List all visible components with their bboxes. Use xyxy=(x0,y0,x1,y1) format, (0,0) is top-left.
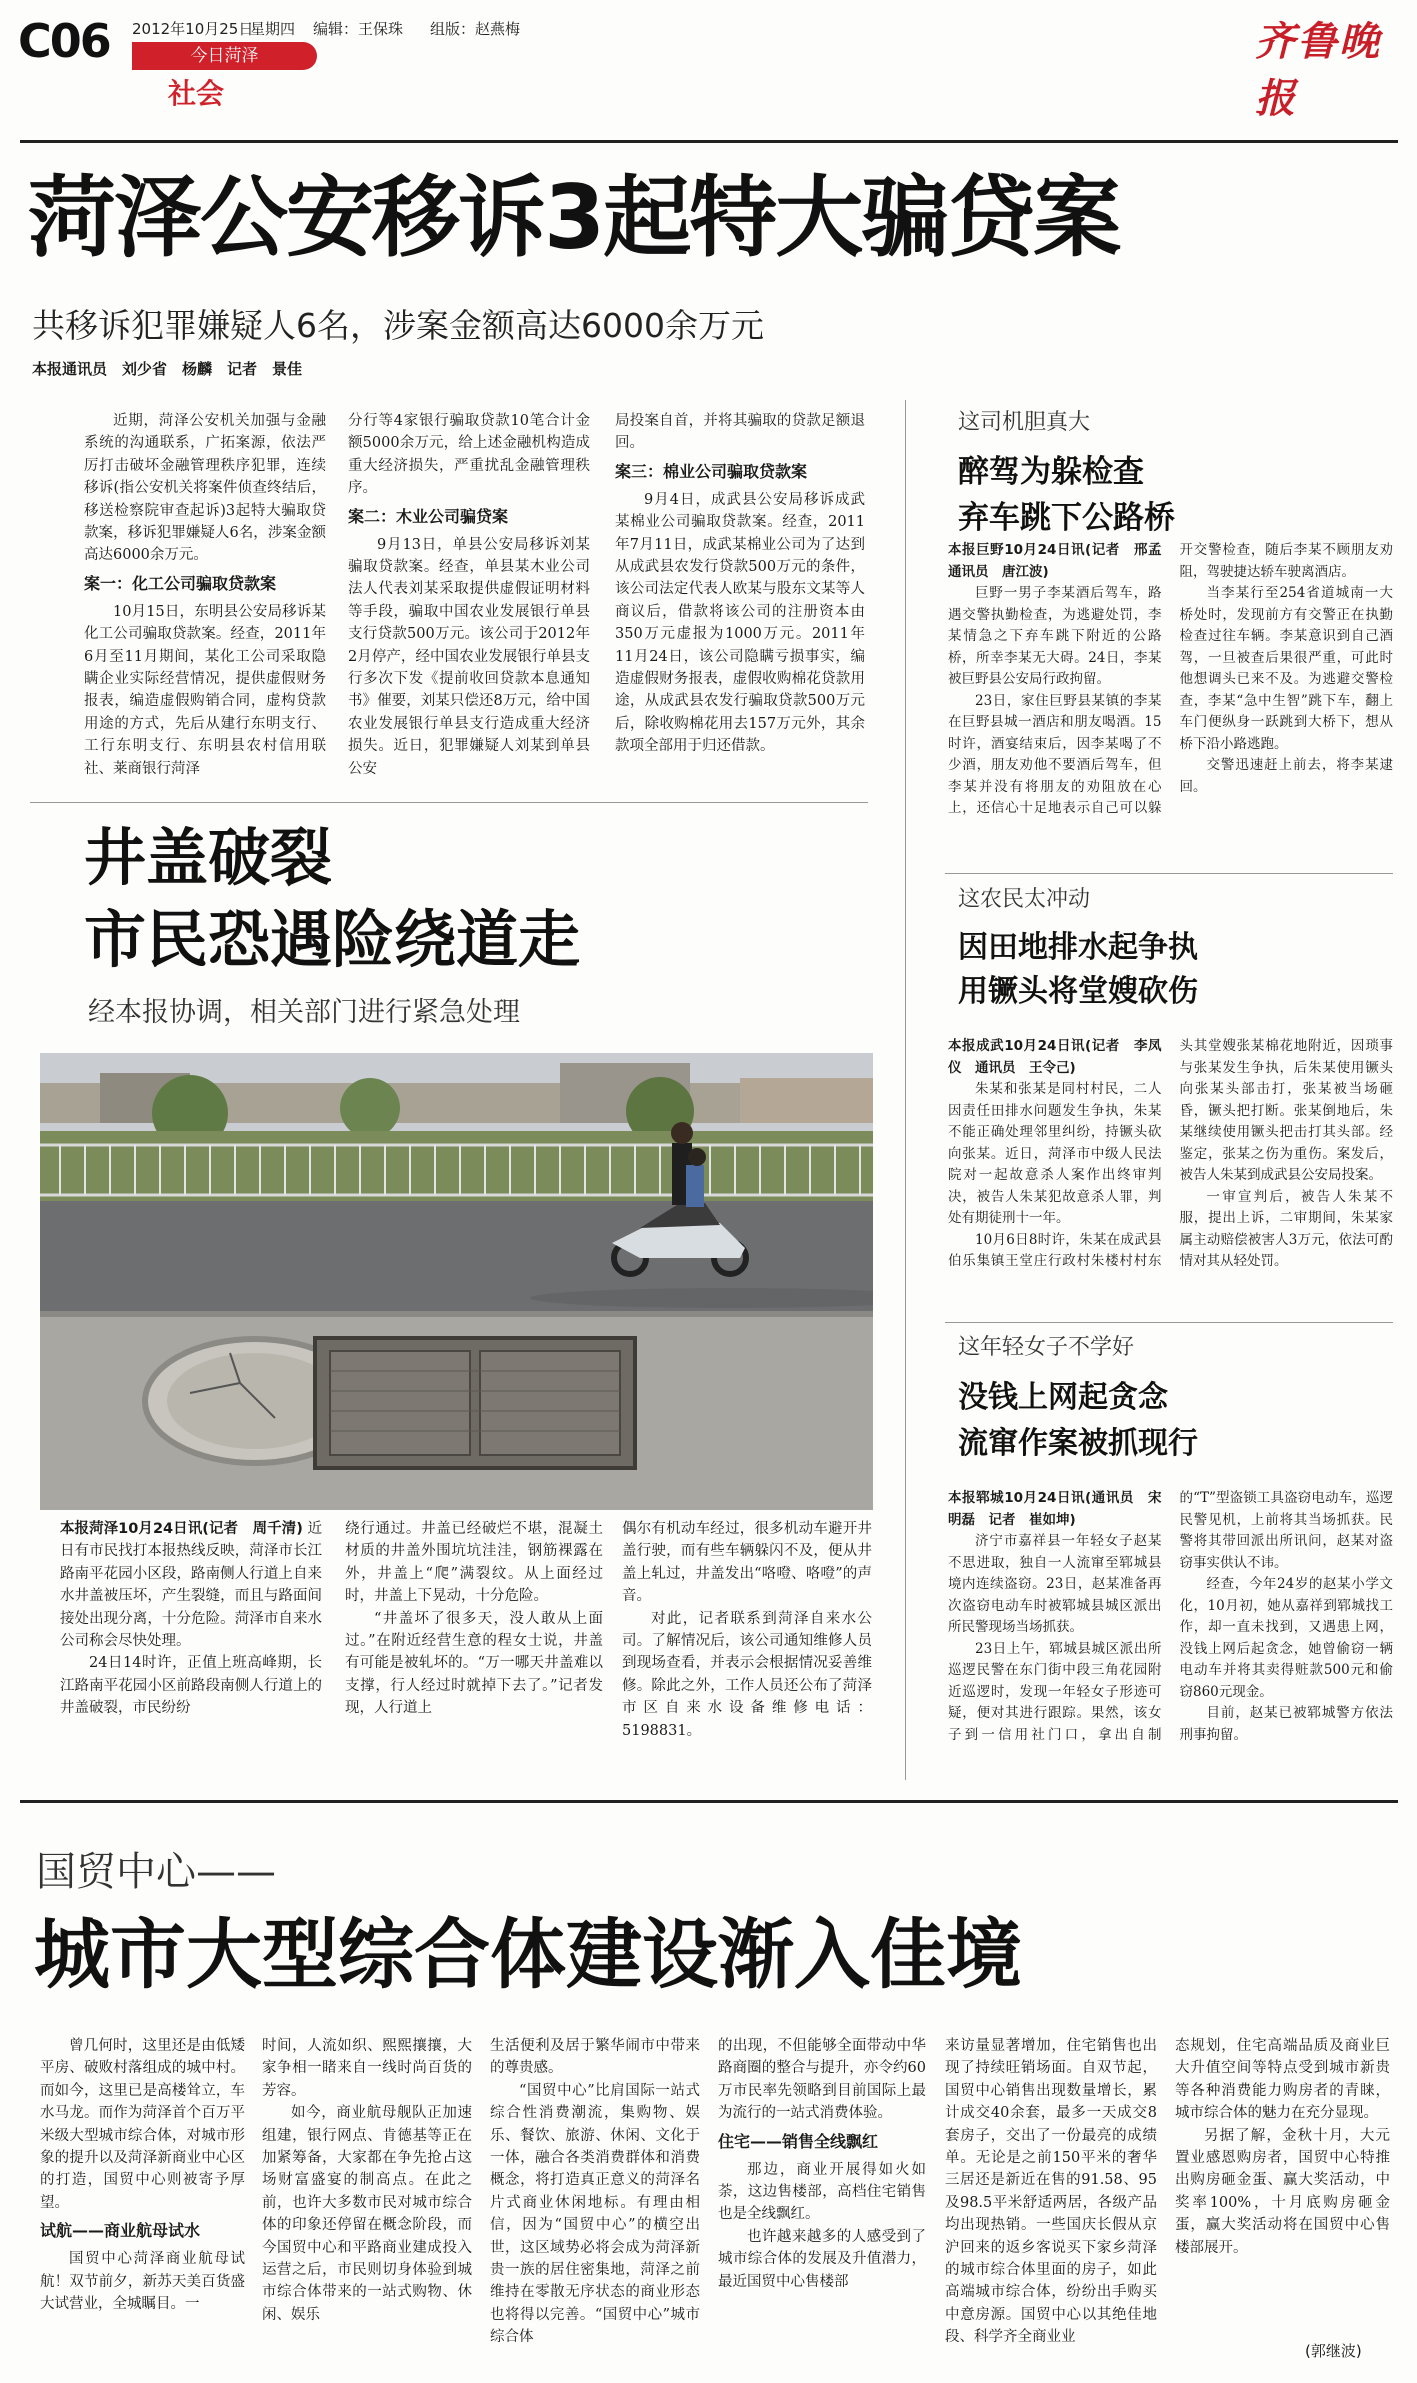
editor-credit: 编辑：王保珠 xyxy=(313,20,404,38)
story2-bottom-rule xyxy=(945,873,1393,874)
story3-body: 本报成武10月24日讯(记者 李凤仪 通讯员 王令己) 朱某和张某是同村村民，二人因责任田排水问题发生争执，朱某不能正确处理邻里纠纷，持镢头砍向张某。近日，菏泽市中级人民法院对一起故意杀人案作出终审判决，被告人朱某犯故意杀人罪，判处有期徒刑十一年。 10月6日8时许，朱某在成武县伯乐集镇王堂庄行政村朱楼村村东头其堂嫂张某棉花地附近，因琐事与张某发生争执，后朱某使用镢头向张某头部击打，张某被当场砸昏，镢头把打断。张某倒地后，朱某继续使用镢头把击打其头部。经鉴定，张某之伤为重伤。案发后，被告人朱某到成武县公安局投案。 一审宣判后，被告人朱某不服，提出上诉，二审期间，朱某家属主动赔偿被害人3万元，依法可酌情对其从轻处罚。 xyxy=(948,1038,1393,1269)
story1-col1: 近期，菏泽公安机关加强与金融系统的沟通联系，广拓案源，依法严厉打击破坏金融管理秩序犯罪，连续移诉(指公安机关将案件侦查终结后，移送检察院审查起诉)3起特大骗取贷款案，移诉犯罪嫌疑人6名，涉案金额高达6000余万元。 案一：化工公司骗取贷款案 10月15日，东明县公安局移诉某化工公司骗取贷款案。经查，2011年6月至11月期间，某化工公司采取隐瞒企业实际经营情况，提供虚假财务报表，编造虚假购销合同，虚构贷款用途的方式，先后从建行东明支行、工行东明支行、东明县农村信用联社、莱商银行菏泽 xyxy=(84,413,326,777)
story2-kicker: 这司机胆真大 xyxy=(958,410,1091,435)
story1-col3: 局投案自首，并将其骗取的贷款足额退回。 案三：棉业公司骗取贷款案 9月4日，成武县公安局移诉成武某棉业公司骗取贷款案。经查，2011年7月11日，成武某棉业公司为了达到从成武县农发行贷款500万元的条件，该公司法定代表人欧某与股东文某等人商议后，借款将该公司的注册资本由350万元虚报为1000万元。2011年11月24日，该公司隐瞒亏损事实，编造虚假财务报表，虚假收购棉花贷款用途，从成武县农发行骗取贷款500万元后，除收购棉花用去157万元外，其余款项全部用于归还借款。 xyxy=(615,413,865,755)
story5-col2: 绕行通过。井盖已经破烂不堪，混凝土材质的井盖外围坑坑洼洼，钢筋裸露在外，井盖上“爬”满裂纹。从上面经过时，井盖上下晃动，十分危险。 “井盖坏了很多天，没人敢从上面过。”在附近经营生意的程女士说，井盖有可能是被轧坏的。“万一哪天井盖难以支撑，行人经过时就掉下去了。”记者发现，人行道上 xyxy=(345,1521,603,1717)
manhole-photo xyxy=(40,1053,873,1510)
story1-byline: 本报通讯员 刘少省 杨麟 记者 景佳 xyxy=(32,360,303,378)
story5-col1: 本报菏泽10月24日讯(记者 周千清) 近日有市民找打本报热线反映，菏泽市长江路南平花园小区段，路南侧人行道上自来水井盖被压坏，产生裂缝，而且与路面间接处出现分离，十分危险。菏泽市自来水公司称会尽快处理。 24日14时许，正值上班高峰期，长江路南平花园小区前路段南侧人行道上的井盖破裂，市民纷纷 xyxy=(60,1521,322,1717)
story4-headline-line2: 流窜作案被抓现行 xyxy=(958,1426,1198,1461)
story2-headline-line1: 醉驾为躲检查 xyxy=(958,454,1144,490)
story4-headline-line1: 没钱上网起贪念 xyxy=(958,1380,1168,1415)
story5-subtitle: 经本报协调，相关部门进行紧急处理 xyxy=(88,997,520,1028)
story6-col4: 的出现，不但能够全面带动中华路商圈的整合与提升，亦令约60万市民率先领略到目前国际上最为流行的一站式消费体验。 住宅——销售全线飘红 那边，商业开展得如火如荼，这边售楼部，高档住宅销售也是全线飘红。 也许越来越多的人感受到了城市综合体的发展及升值潜力，最近国贸中心售楼部 xyxy=(718,2038,926,2290)
story6-col5: 来访量显著增加，住宅销售也出现了持续旺销场面。自双节起，国贸中心销售出现数量增长，累计成交40余套，最多一天成交8套房子，交出了一份最亮的成绩单。无论是之前150平米的奢华三居还是新近在售的91.58、95及98.5平米舒适两居，各级产品均出现热销。一些国庆长假从京沪回来的返乡客说买下家乡菏泽的城市综合体里面的房子，如此高端城市综合体，纷纷出手购买中意房源。国贸中心以其绝佳地段、科学齐全商业业 xyxy=(945,2038,1157,2346)
page-header xyxy=(0,0,1417,140)
story6-credit: (郭继波) xyxy=(1305,2342,1362,2360)
story3-headline-line1: 因田地排水起争执 xyxy=(958,930,1198,965)
story1-case1-heading: 案一：化工公司骗取贷款案 xyxy=(84,573,277,593)
header-divider xyxy=(20,140,1398,143)
story5-headline-line1: 井盖破裂 xyxy=(84,821,333,894)
layout-credit: 组版：赵燕梅 xyxy=(430,20,521,38)
page-number: C06 xyxy=(18,14,110,68)
story6-col2: 时间，人流如织、熙熙攘攘，大家争相一睹来自一线时尚百货的芳容。 如今，商业航母舰队正加速组建，银行网点、肯德基等正在加紧筹备，大家都在争先抢占这场财富盛宴的制高点。在此之前，也许大多数市民对城市综合体的印象还停留在概念阶段，而今国贸中心和平路商业建成投入运营之后，市民则切身体验到城市综合体带来的一站式购物、休闲、娱乐 xyxy=(262,2038,472,2323)
section-tag: 今日菏泽 xyxy=(132,42,317,70)
issue-date: 2012年10月25日 xyxy=(132,20,254,38)
story1-case3-heading: 案三：棉业公司骗取贷款案 xyxy=(615,461,808,481)
story6-col6: 态规划，住宅高端品质及商业巨大升值空间等特点受到城市新贵等各种消费能力购房者的青睐，城市综合体的魅力在充分显现。 另据了解，金秋十月，大元置业感恩购房者，国贸中心特推出购房砸金蛋、赢大奖活动，中奖率100%，十月底购房砸金蛋，赢大奖活动将在国贸中心售楼部展开。 xyxy=(1175,2038,1390,2256)
section-name: 社会 xyxy=(168,77,225,110)
story2-headline-line2: 弃车跳下公路桥 xyxy=(958,500,1175,536)
story6-col3: 生活便利及居于繁华闹市中带来的尊贵感。 “国贸中心”比肩国际一站式综合性消费潮流，集购物、娱乐、餐饮、旅游、休闲、文化于一体，融合各类消费群体和消费概念，将打造真正意义的菏泽名片式商业休闲地标。有理由相信，因为“国贸中心”的横空出世，这区域势必将会成为菏泽新贵一族的居住密集地，菏泽之前维持在零散无序状态的商业形态也将得以完善。“国贸中心”城市综合体 xyxy=(490,2038,700,2346)
story4-body: 本报郓城10月24日讯(通讯员 宋明磊 记者 崔如坤) 济宁市嘉祥县一年轻女子赵某不思进取，独自一人流窜至郓城县境内连续盗窃。23日，赵某准备再次盗窃电动车时被郓城县城区派出所民警现场当场抓获。 23日上午，郓城县城区派出所巡逻民警在东门街中段三角花园附近巡逻时，发现一年轻女子形迹可疑，便对其进行跟踪。果然，该女子到一信用社门口，拿出自制的“T”型盗锁工具盗窃电动车，巡逻民警见机，上前将其当场抓获。民警将其带回派出所讯问，赵某对盗窃事实供认不讳。 经查，今年24岁的赵某小学文化，10月初，她从嘉祥到郓城找工作，却一直未找到，又遇患上网，没钱上网后起贪念，她曾偷窃一辆电动车并将其卖得赃款500元和偷窃860元现金。 目前，赵某已被郓城警方依法刑事拘留。 xyxy=(948,1490,1393,1743)
story5-col3: 偶尔有机动车经过，很多机动车避开井盖行驶，而有些车辆躲闪不及，便从井盖上轧过，井盖发出“咯噔、咯噔”的声音。 对此，记者联系到菏泽自来水公司。了解情况后，该公司通知维修人员到现场查看，并表示会根据情况妥善维修。除此之外，工作人员还公布了菏泽市区自来水设备维修电话：5198831。 xyxy=(622,1521,872,1739)
story3-bottom-rule xyxy=(945,1322,1393,1323)
manhole-photo-image xyxy=(40,1053,873,1510)
story4-kicker: 这年轻女子不学好 xyxy=(958,1335,1135,1360)
story6-col1: 曾几何时，这里还是由低矮平房、破败村落组成的城中村。而如今，这里已是高楼耸立，车水马龙。而作为菏泽首个百万平米级大型城市综合体，对城市形象的提升以及菏泽新商业中心区的打造，国贸中心则被寄予厚望。 试航——商业航母试水 国贸中心菏泽商业航母试航！双节前夕，新苏天美百货盛大试营业，全城瞩目。一 xyxy=(40,2038,245,2313)
story6-sub2: 住宅——销售全线飘红 xyxy=(718,2131,879,2151)
story1-subtitle: 共移诉犯罪嫌疑人6名，涉案金额高达6000余万元 xyxy=(32,306,764,345)
right-column-divider xyxy=(905,400,906,1780)
story5-headline-line2: 市民恐遇险绕道走 xyxy=(84,903,581,976)
story6-headline: 城市大型综合体建设渐入佳境 xyxy=(34,1910,1022,1999)
story3-headline-line2: 用镢头将堂嫂砍伤 xyxy=(958,974,1198,1009)
story6-sub1: 试航——商业航母试水 xyxy=(40,2221,201,2241)
story2-body: 本报巨野10月24日讯(记者 邢孟 通讯员 唐江波) 巨野一男子李某酒后驾车，路遇交警执勤检查，为逃避处罚，李某情急之下弃车跳下附近的公路桥，所幸李某无大碍。24日，李某被巨野县公安局行政拘留。 23日，家住巨野县某镇的李某在巨野县城一酒店和朋友喝酒。15时许，酒宴结束后，因李某喝了不少酒，朋友劝他不要酒后驾车，但李某并没有将朋友的劝阻放在心上，还信心十足地表示自己可以躲开交警检查，随后李某不顾朋友劝阻，驾驶捷达轿车驶离酒店。 当李某行至254省道城南一大桥处时，发现前方有交警正在执勤检查过往车辆。李某意识到自己酒驾，一旦被查后果很严重，可此时他想调头已来不及。为逃避交警检查，李某“急中生智”跳下车，翻上车门便纵身一跃跳到大桥下，想从桥下沿小路逃跑。 交警迅速赶上前去，将李某逮回。 xyxy=(948,542,1393,816)
masthead-logo: 齐鲁晚报 xyxy=(1255,18,1381,122)
story1-col2: 分行等4家银行骗取贷款10笔合计金额5000余万元，给上述金融机构造成重大经济损失，严重扰乱金融管理秩序。 案二：木业公司骗贷案 9月13日，单县公安局移诉刘某骗取贷款案。经查，单县某木业公司法人代表刘某采取提供虚假证明材料等手段，骗取中国农业发展银行单县支行贷款500万元。该公司于2012年2月停产，经中国农业发展银行单县支行多次下发《提前收回贷款本息通知书》催要，刘某只偿还8万元，给中国农业发展银行单县支行造成重大经济损失。近日，犯罪嫌疑人刘某到单县公安 xyxy=(348,413,590,777)
story1-case2-heading: 案二：木业公司骗贷案 xyxy=(348,506,509,526)
story6-top-rule xyxy=(20,1800,1398,1803)
story1-bottom-rule xyxy=(30,802,868,803)
story6-kicker: 国贸中心—— xyxy=(36,1849,276,1895)
story3-kicker: 这农民太冲动 xyxy=(958,887,1091,912)
issue-weekday: 星期四 xyxy=(250,20,296,38)
story1-headline: 菏泽公安移诉3起特大骗贷案 xyxy=(28,166,1120,269)
